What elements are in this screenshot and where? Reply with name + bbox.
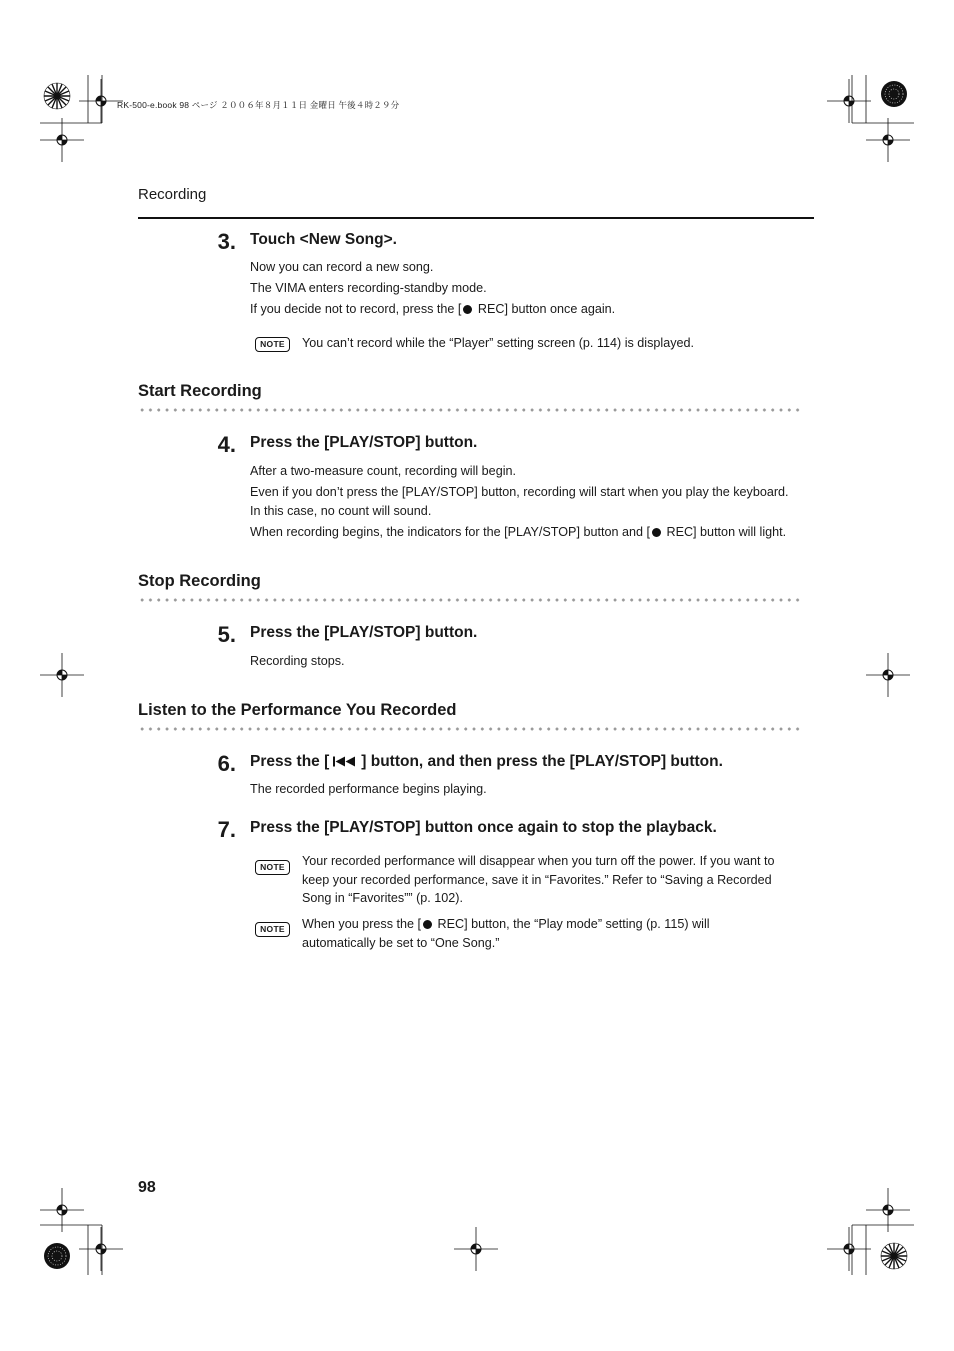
body-text: When recording begins, the indicators for the [PLAY/STOP] button and [ <box>250 524 650 539</box>
note-line: keep your recorded performance, save it in “Favorites.” Refer to “Saving a Recorded <box>302 872 772 887</box>
note-line: Song in “Favorites”” (p. 102). <box>302 891 463 905</box>
page-number: 98 <box>138 1179 156 1196</box>
step-body <box>250 779 487 800</box>
body-line: In this case, no count will sound. <box>250 504 432 518</box>
file-info: RK-500-e.book 98 ページ ２００６年８月１１日 金曜日 午後４時２９分 <box>117 100 400 110</box>
note-line: automatically be set to “One Song.” <box>302 935 500 950</box>
step-title: Press the [PLAY/STOP] button once again to stop the playback. <box>250 819 717 836</box>
body-line: After a two-measure count, recording will begin. <box>250 464 516 478</box>
step-body <box>250 461 789 543</box>
header-rule <box>138 217 814 219</box>
body-text: REC] button once again. <box>474 301 616 316</box>
note-badge: NOTE <box>255 860 290 875</box>
section-heading: Start Recording <box>138 382 262 400</box>
dotted-divider <box>138 408 804 412</box>
body-line: Now you can record a new song. <box>250 260 434 274</box>
section-heading: Stop Recording <box>138 572 261 590</box>
body-line: The recorded performance begins playing. <box>250 782 487 796</box>
note-text-run: REC] button, the “Play mode” setting (p. 115) will <box>434 917 710 931</box>
note-badge: NOTE <box>255 922 290 937</box>
step-body <box>250 651 345 672</box>
running-title: Recording <box>138 186 207 203</box>
step-body <box>250 257 615 319</box>
step-title <box>250 753 723 771</box>
dotted-divider <box>138 727 804 731</box>
body-text: If you decide not to record, press the [ <box>250 301 462 316</box>
step-title: Touch <New Song>. <box>250 231 397 248</box>
filled-circle-icon <box>423 920 432 929</box>
note-line: Your recorded performance will disappear when you turn off the power. If you want to <box>302 854 775 868</box>
step-number: 3. <box>217 229 236 254</box>
section-heading: Listen to the Performance You Recorded <box>138 701 457 719</box>
step-number: 4. <box>217 432 236 457</box>
step-number: 5. <box>217 622 236 647</box>
body-line: Recording stops. <box>250 654 345 668</box>
skip-back-icon <box>332 756 358 767</box>
note-badge: NOTE <box>255 337 290 352</box>
step-title: Press the [PLAY/STOP] button. <box>250 624 478 641</box>
filled-circle-icon <box>463 305 472 314</box>
step-number: 7. <box>217 817 236 842</box>
note-text-run: When you press the [ <box>302 917 422 931</box>
step-number: 6. <box>217 751 236 776</box>
body-line: Even if you don’t press the [PLAY/STOP] button, recording will start when you play the keyboard. <box>250 484 789 499</box>
body-text: REC] button will light. <box>662 524 787 539</box>
note-text <box>302 915 802 952</box>
step-title: Press the [PLAY/STOP] button. <box>250 434 478 451</box>
note-text <box>302 852 802 908</box>
body-line <box>250 299 615 320</box>
note-line: You can’t record while the “Player” setting screen (p. 114) is displayed. <box>302 336 695 350</box>
body-line <box>250 522 789 543</box>
note-text <box>302 334 802 353</box>
note-line <box>302 915 802 934</box>
filled-circle-icon <box>652 528 661 537</box>
body-line: The VIMA enters recording-standby mode. <box>250 280 487 295</box>
title-text: ] button, and then press the [PLAY/STOP] button. <box>361 753 723 770</box>
title-text: Press the [ <box>250 753 330 770</box>
dotted-divider <box>138 598 804 602</box>
